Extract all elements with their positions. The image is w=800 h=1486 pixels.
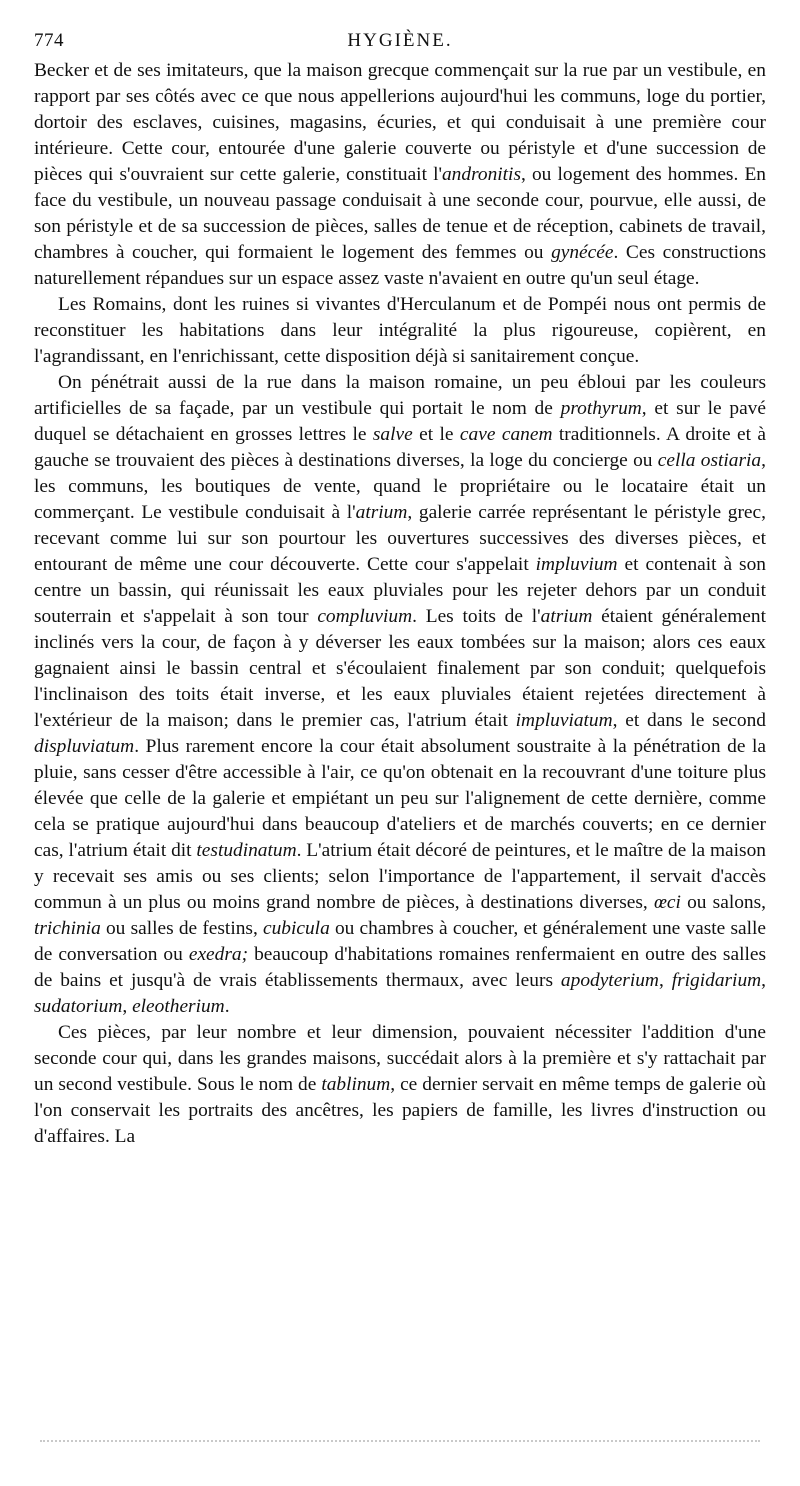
paragraph — [34, 1020, 766, 1150]
text-run: étaient généralement inclinés vers la cour, de façon à y déverser les eaux tombées sur la maison; alors ces eaux gagnaient ainsi le bassin central et s'écoulaient finalement par son conduit; quelquefois l'inclinaison des toits était inverse, et les eaux pluviales étaient rejetées directement à l'extérieur de la maison; dans le premier cas, l'atrium était — [34, 606, 766, 731]
italic-term: frigidarium — [671, 970, 762, 991]
text-run: , galerie carrée représentant le péristyle grec, recevant comme lui sur son pourtour les ouvertures successives des diverses pièces, et entourant de même une cour découverte. Cette cour s'appelait — [34, 502, 766, 575]
bottom-scan-dots — [40, 1440, 760, 1448]
paragraph — [34, 292, 766, 370]
italic-term: salve — [372, 424, 413, 445]
text-run: , ou logement des hommes. En face du vestibule, un nouveau passage conduisait à une seconde cour, pourvue, elle aussi, de son péristyle et de sa succession de pièces, salles de tenue et de réception, cabinets de travail, chambres à coucher, qui formaient le logement des femmes ou — [34, 164, 767, 263]
italic-term: atrium — [540, 606, 593, 627]
italic-term: gynécée — [551, 242, 614, 263]
text-run: . — [224, 996, 230, 1017]
text-run: traditionnels. A droite et à gauche se trouvaient des pièces à destinations diverses, la loge du concierge ou — [34, 424, 766, 471]
text-run: , — [122, 996, 133, 1017]
body-text — [34, 58, 766, 1150]
text-run: . Les toits de l' — [412, 606, 541, 627]
italic-term: testudinatum — [196, 840, 297, 861]
italic-term: trichinia — [34, 918, 101, 939]
italic-term: impluvium — [535, 554, 618, 575]
italic-term: eleotherium — [132, 996, 225, 1017]
italic-term: prothyrum — [560, 398, 642, 419]
running-head — [34, 30, 766, 58]
italic-term: cella ostiaria — [657, 450, 762, 471]
text-run: beaucoup d'habitations romaines renfermaient en outre des salles de bains et jusqu'à de vrais établissements thermaux, avec leurs — [34, 944, 766, 991]
italic-term: sudatorium — [34, 996, 123, 1017]
text-run: , — [761, 970, 767, 991]
running-title: HYGIÈNE. — [347, 30, 453, 51]
text-run: . L'atrium était décoré de peintures, et le maître de la maison y recevait ses amis ou ses clients; selon l'importance de l'appartement, il servait d'accès commun à un plus ou moins grand nombre de pièces, à destinations diverses, — [34, 840, 766, 913]
italic-term: cubicula — [263, 918, 330, 939]
paragraph — [34, 370, 766, 1020]
text-run: . Plus rarement encore la cour était absolument soustraite à la pénétration de la pluie, sans cesser d'être accessible à l'air, ce qu'on obtenait en la recouvrant d'une toiture plus élevée que celle de la galerie et empiétant un peu sur l'alignement de cette dernière, comme cela se pratique aujourd'hui dans beaucoup d'ateliers et de marchés couverts; en ce dernier cas, l'atrium était dit — [34, 736, 766, 861]
italic-term: cave canem — [459, 424, 553, 445]
italic-term: atrium — [355, 502, 408, 523]
text-run: , — [658, 970, 672, 991]
book-page — [34, 30, 766, 1150]
text-run: Ces pièces, par leur nombre et leur dimension, pouvaient nécessiter l'addition d'une seconde cour qui, dans les grandes maisons, succédait alors à la première et s'y rattachait par un second vestibule. Sous le nom de — [34, 1022, 766, 1095]
italic-term: exedra; — [188, 944, 249, 965]
text-run: et contenait à son centre un bassin, qui réunissait les eaux pluviales pour les rejeter dehors par un conduit souterrain et s'appelait à son tour — [34, 554, 766, 627]
italic-term: displuviatum — [34, 736, 135, 757]
paragraph — [34, 58, 766, 292]
italic-term: tablinum — [321, 1074, 391, 1095]
text-run: , les communs, les boutiques de vente, quand le propriétaire ou le locataire était un commerçant. Le vestibule conduisait à l' — [34, 450, 766, 523]
text-run: ou salles de festins, — [100, 918, 263, 939]
text-run: , ce dernier servait en même temps de galerie où l'on conservait les portraits des ancêtres, les papiers de famille, les livres d'instruction ou d'affaires. La — [34, 1074, 767, 1147]
text-run: et le — [412, 424, 460, 445]
text-run: Becker et de ses imitateurs, que la maison grecque commençait sur la rue par un vestibule, en rapport par ses côtés avec ce que nous appellerions aujourd'hui les communs, loge du portier, dortoir des esclaves, cuisines, magasins, écuries, et qui conduisait à une première cour intérieure. Cette cour, entourée d'une galerie couverte ou péristyle et d'une succession de pièces qui s'ouvraient sur cette galerie, constituait l' — [34, 60, 766, 185]
text-run: ou chambres à coucher, et généralement une vaste salle de conversation ou — [34, 918, 767, 965]
italic-term: compluvium — [317, 606, 413, 627]
italic-term: andronitis — [441, 164, 521, 185]
text-run: . Ces constructions naturellement répandues sur un espace assez vaste n'avaient en outre qu'un seul étage. — [34, 242, 766, 289]
text-run: On pénétrait aussi de la rue dans la maison romaine, un peu ébloui par les couleurs artificielles de sa façade, par un vestibule qui portait le nom de — [34, 372, 766, 419]
text-run: , et sur le pavé duquel se détachaient en grosses lettres le — [34, 398, 766, 445]
page-number: 774 — [34, 30, 64, 51]
text-run: Les Romains, dont les ruines si vivantes d'Herculanum et de Pompéi nous ont permis de reconstituer les habitations dans leur intégralité la plus rigoureuse, copièrent, en l'agrandissant, en l'enrichissant, cette disposition déjà si sanitairement conçue. — [34, 294, 766, 367]
italic-term: œci — [653, 892, 681, 913]
text-run: , et dans le second — [612, 710, 766, 731]
italic-term: apodyterium — [560, 970, 659, 991]
text-run: ou salons, — [680, 892, 766, 913]
italic-term: impluviatum — [515, 710, 613, 731]
